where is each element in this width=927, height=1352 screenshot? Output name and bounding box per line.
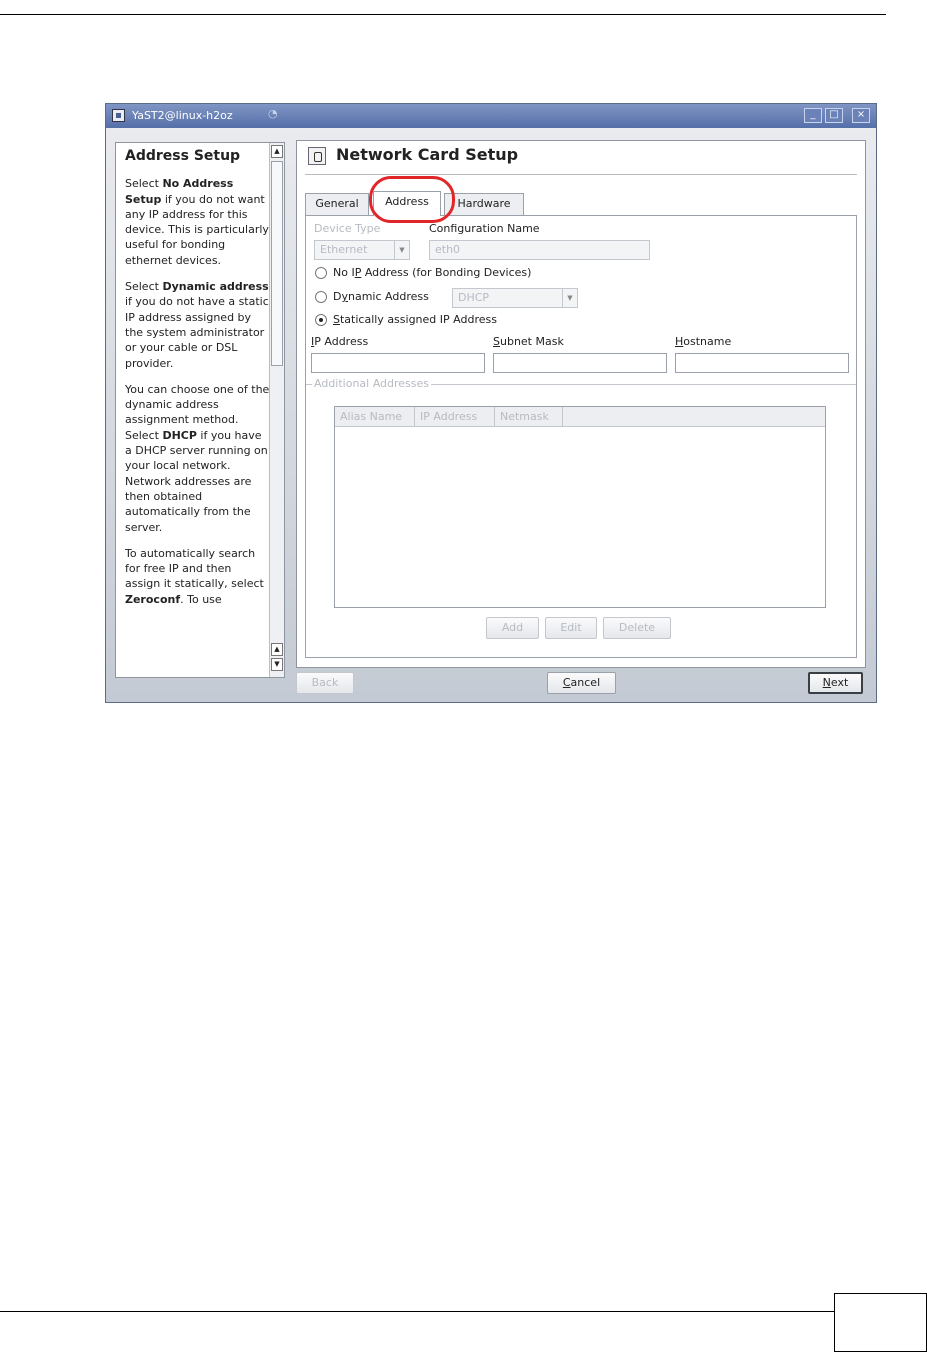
scroll-up-arrow-icon[interactable]: ▲ bbox=[271, 643, 283, 656]
tab-hardware[interactable]: Hardware bbox=[444, 193, 524, 215]
main-panel bbox=[296, 140, 866, 668]
configuration-name-label: Configuration Name bbox=[429, 222, 540, 235]
radio-no-ip-label: No IP Address (for Bonding Devices) bbox=[333, 266, 532, 279]
hostname-field[interactable] bbox=[675, 353, 849, 373]
chevron-down-icon: ▼ bbox=[394, 241, 409, 259]
delete-button[interactable]: Delete bbox=[603, 617, 671, 639]
additional-addresses-table[interactable] bbox=[334, 406, 826, 608]
help-paragraph: Select No Address Setup if you do not want any IP address for this device. This is particularly useful for bonding ethernet devices. bbox=[125, 177, 269, 267]
next-button[interactable]: Next bbox=[808, 672, 863, 694]
window-titlebar[interactable] bbox=[106, 104, 876, 128]
maximize-button[interactable]: □ bbox=[825, 108, 843, 123]
edit-button[interactable]: Edit bbox=[545, 617, 597, 639]
window-title: YaST2@linux-h2oz bbox=[132, 109, 233, 122]
add-button[interactable]: Add bbox=[486, 617, 539, 639]
chevron-down-icon: ▼ bbox=[562, 289, 577, 307]
tab-general[interactable]: General bbox=[305, 193, 369, 215]
yast-window bbox=[105, 103, 877, 703]
help-scrollbar[interactable] bbox=[269, 143, 284, 677]
ip-address-field[interactable] bbox=[311, 353, 485, 373]
subnet-mask-field[interactable] bbox=[493, 353, 667, 373]
network-card-icon bbox=[308, 147, 326, 165]
configuration-name-field[interactable]: eth0 bbox=[429, 240, 650, 260]
help-paragraph: To automatically search for free IP and then assign it statically, select Zeroconf. To use bbox=[125, 546, 264, 606]
cancel-button[interactable]: Cancel bbox=[547, 672, 616, 694]
column-alias-name[interactable]: Alias Name bbox=[335, 407, 415, 427]
yast-app-icon[interactable] bbox=[112, 109, 125, 122]
hostname-label: Hostname bbox=[675, 335, 732, 348]
window-body bbox=[106, 128, 876, 702]
page-bottom-rule bbox=[0, 1311, 834, 1312]
help-paragraph: You can choose one of the dynamic address assignment method. Select DHCP if you have a DHCP server running on your local network. Network addresses are then obtained automatically from the server. bbox=[125, 382, 270, 534]
dynamic-method-select[interactable]: DHCP ▼ bbox=[452, 288, 578, 308]
tab-address[interactable]: Address bbox=[373, 191, 441, 216]
device-type-label: Device Type bbox=[314, 222, 381, 235]
close-button[interactable]: × bbox=[852, 108, 870, 123]
additional-addresses-label: Additional Addresses bbox=[314, 377, 430, 390]
scroll-down-arrow-icon[interactable]: ▼ bbox=[271, 658, 283, 671]
table-header bbox=[335, 407, 825, 427]
page-title: Network Card Setup bbox=[336, 145, 519, 164]
column-netmask[interactable]: Netmask bbox=[495, 407, 563, 427]
ip-address-label: IP Address bbox=[311, 335, 369, 348]
device-type-select[interactable]: Ethernet ▼ bbox=[314, 240, 410, 260]
title-divider bbox=[305, 174, 857, 175]
pin-icon[interactable]: ◔ bbox=[268, 107, 278, 120]
additional-addresses-group bbox=[306, 377, 856, 657]
help-panel[interactable] bbox=[115, 142, 285, 678]
back-button[interactable]: Back bbox=[296, 672, 354, 694]
minimize-button[interactable]: _ bbox=[804, 108, 822, 123]
subnet-mask-label: Subnet Mask bbox=[493, 335, 564, 348]
help-paragraph: Select Dynamic address if you do not have a static IP address assigned by the system administrator or your cable or DSL provider. bbox=[125, 280, 269, 370]
radio-dynamic-address[interactable] bbox=[315, 291, 327, 303]
page-number-box bbox=[834, 1293, 927, 1352]
radio-dynamic-label: Dynamic Address bbox=[333, 290, 429, 303]
column-ip-address[interactable]: IP Address bbox=[415, 407, 495, 427]
scroll-thumb[interactable] bbox=[271, 161, 283, 366]
help-text bbox=[125, 149, 270, 618]
page-top-rule bbox=[0, 14, 886, 15]
radio-no-ip-address[interactable] bbox=[315, 267, 327, 279]
scroll-up-arrow-icon[interactable]: ▲ bbox=[271, 145, 283, 158]
address-tab-content bbox=[305, 215, 857, 658]
radio-static-label: Statically assigned IP Address bbox=[333, 313, 497, 326]
radio-static-address[interactable] bbox=[315, 314, 327, 326]
help-heading: Address Setup bbox=[125, 148, 241, 164]
